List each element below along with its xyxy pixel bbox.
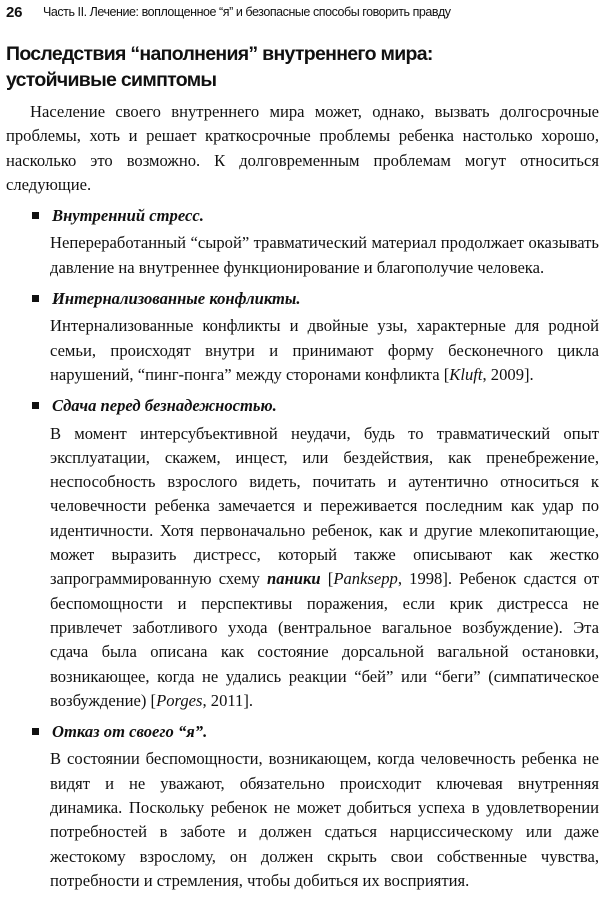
bullet-square-icon [32, 295, 39, 302]
list-item-heading [0, 287, 599, 311]
bullet-square-icon [32, 728, 39, 735]
list-item-heading [0, 204, 599, 228]
citation-author: Porges [156, 690, 203, 710]
running-title: Часть II. Лечение: воплощенное “я” и безопасные способы говорить правду [43, 5, 451, 19]
intro-paragraph: Население своего внутреннего мира может, однако, вызвать долгосрочные проблемы, хоть и решает краткосрочные проблемы ребенка настолько хорошо, насколько это возможно. К долговременным проблемам могут относиться следующие. [6, 102, 599, 194]
bullet-square-icon [32, 212, 39, 219]
list-item-body [0, 422, 599, 714]
body-text [0, 100, 599, 893]
list-item-title: Внутренний стресс. [52, 206, 204, 226]
citation-author: Kluft [449, 364, 483, 384]
list-item-heading [0, 720, 599, 744]
body-text-part: Интернализованные конфликты и двойные узы, характерные для родной семьи, происходят внутри и принимают форму бесконечного цикла нарушений, “пинг-понга” между сторонами конфликта [ [50, 316, 599, 384]
list-item-body: В состоянии беспомощности, возникающем, когда человечность ребенка не видят и не уважают, обязательно происходит ключевая внутренняя динамика. Поскольку ребенок не может добиться успеха в удовлетворении потребностей в заботе и должен сдаться нарциссическому или даже жестокому взрослому, он должен скрыть свои собственные чувства, потребности и стремления, чтобы добиться их восприятия. [50, 749, 599, 890]
section-title-line-2: устойчивые симптомы [6, 69, 217, 91]
body-text-part: , 2009]. [482, 364, 534, 384]
body-text-part: , 1998]. Ребенок сдастся от беспомощности и перспективы поражения, если крик дистресса не привлечет заботливого ухода (вентральное вагальное возбуждение). Эта сдача была описана как состояние дорсальной вагальной остановки, возникающее, когда не удались реакции “бей” или “беги” (симпатическое возбуждение) [ [50, 569, 599, 710]
body-text-part: [ [320, 569, 334, 589]
citation-author: Panksepp [333, 569, 398, 589]
list-item-body [0, 314, 599, 387]
list-item-title: Интернализованные конфликты. [52, 289, 301, 309]
list-item-body: Непереработанный “сырой” травматический материал продолжает оказывать давление на внутреннее функционирование и благополучие человека. [50, 233, 599, 277]
list-item-title: Отказ от своего “я”. [52, 722, 208, 742]
section-title [6, 41, 598, 93]
running-header [0, 2, 606, 24]
body-text-part: , 2011]. [202, 690, 254, 710]
section-title-line-1: Последствия “наполнения” внутреннего мира: [6, 43, 433, 65]
list-item-heading [0, 394, 599, 418]
page-number: 26 [6, 4, 23, 21]
body-text-part: В момент интерсубъективной неудачи, будь то травматический опыт эксплуатации, скажем, инцест, или бездействия, как пренебрежение, неспособность взрослого видеть, почитать и аутентично относиться к человечности ребенка замечается и переживается последним как удар по идентичности. Хотя первоначально ребенок, как и другие млекопитающие, может выразить дистресс, который также описывают как жестко запрограммированную схему [50, 423, 599, 589]
emphasis-term: паники [267, 569, 321, 589]
list-item-title: Сдача перед безнадежностью. [52, 396, 277, 416]
bullet-square-icon [32, 402, 39, 409]
